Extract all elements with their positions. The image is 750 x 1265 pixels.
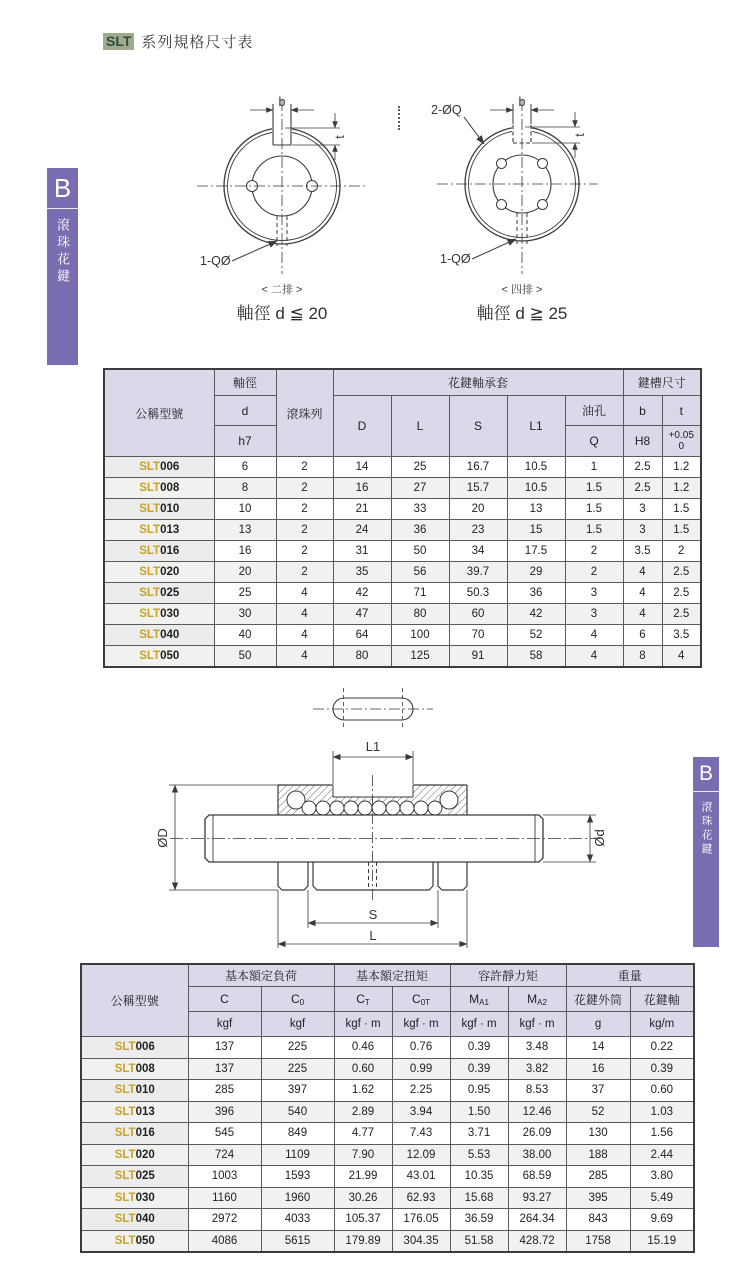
centerline-mark [398,106,400,130]
value-cell: 13 [214,520,276,541]
value-cell: 4 [276,604,333,625]
value-cell: 2972 [188,1209,261,1231]
value-cell: 4.77 [334,1123,392,1145]
value-cell: 100 [391,625,449,646]
value-cell: 843 [566,1209,630,1231]
model-cell: SLT040 [81,1209,188,1231]
value-cell: 0.60 [630,1080,694,1102]
col-header-shaft-weight: 花鍵軸 [630,987,694,1012]
unit-cell: kg/m [630,1012,694,1037]
value-cell: 15 [507,520,565,541]
table-row [104,541,701,562]
table-row [81,1230,694,1252]
dim-label-t: t [573,133,587,137]
model-cell: SLT013 [81,1101,188,1123]
value-cell: 225 [261,1058,334,1080]
value-cell: 1758 [566,1230,630,1252]
value-cell: 724 [188,1144,261,1166]
value-cell: 0.95 [450,1080,508,1102]
value-cell: 60 [449,604,507,625]
value-cell: 4 [623,604,662,625]
value-cell: 8.53 [508,1080,566,1102]
value-cell: 2 [276,562,333,583]
value-cell: 35 [333,562,391,583]
dim-label-S: S [368,907,378,922]
sidebar-tab-left [47,168,78,365]
model-cell: SLT025 [81,1166,188,1188]
col-group-load: 基本額定負荷 [188,964,334,987]
value-cell: 4 [565,646,623,668]
value-cell: 1.62 [334,1080,392,1102]
value-cell: 52 [566,1101,630,1123]
figure-caption: < 四排 > [501,284,543,296]
col-header-C: C [188,987,261,1012]
sidebar-tab-right [693,757,719,947]
dim-label-b: b [518,95,526,109]
value-cell: 42 [333,583,391,604]
col-header-C0T: $C_{0T}$ [392,987,450,1012]
value-cell: 24 [333,520,391,541]
value-cell: 396 [188,1101,261,1123]
section-label: 滾珠花鍵 [700,801,712,857]
value-cell: 29 [507,562,565,583]
value-cell: 4 [565,625,623,646]
value-cell: 849 [261,1123,334,1145]
value-cell: 105.37 [334,1209,392,1231]
series-badge: SLT [103,33,134,50]
unit-cell: kgf · m [334,1012,392,1037]
col-header-shaft-dia: 軸徑 [214,369,276,396]
col-header-Q: Q [565,426,623,457]
value-cell: 50 [391,541,449,562]
model-cell: SLT010 [81,1080,188,1102]
value-cell: 2 [276,478,333,499]
page-title-text: 系列規格尺寸表 [141,34,254,51]
value-cell: 47 [333,604,391,625]
model-cell: SLT030 [104,604,214,625]
value-cell: 1.2 [662,478,701,499]
hole-label: 1-QØ [440,252,471,266]
model-cell: SLT010 [104,499,214,520]
col-header-D: D [333,396,391,457]
value-cell: 1.5 [662,520,701,541]
value-cell: 62.93 [392,1187,450,1209]
value-cell: 34 [449,541,507,562]
unit-cell: kgf · m [392,1012,450,1037]
unit-cell: kgf [261,1012,334,1037]
value-cell: 26.09 [508,1123,566,1145]
table-row [104,604,701,625]
value-cell: 2.5 [623,457,662,478]
dim-label-L1: L1 [365,739,381,754]
value-cell: 0.60 [334,1058,392,1080]
value-cell: 2.5 [662,562,701,583]
value-cell: 1.56 [630,1123,694,1145]
value-cell: 13 [507,499,565,520]
value-cell: 0.99 [392,1058,450,1080]
dim-label-OD: ØD [155,828,170,848]
value-cell: 10.35 [450,1166,508,1188]
value-cell: 31 [333,541,391,562]
value-cell: 50.3 [449,583,507,604]
value-cell: 68.59 [508,1166,566,1188]
value-cell: 2 [276,520,333,541]
value-cell: 5.49 [630,1187,694,1209]
value-cell: 3 [623,499,662,520]
value-cell: 15.7 [449,478,507,499]
value-cell: 43.01 [392,1166,450,1188]
value-cell: 3.80 [630,1166,694,1188]
figure-two-row [192,84,372,280]
col-header-MA2: $M_{A2}$ [508,987,566,1012]
value-cell: 2.89 [334,1101,392,1123]
value-cell: 7.90 [334,1144,392,1166]
value-cell: 5615 [261,1230,334,1252]
value-cell: 16.7 [449,457,507,478]
value-cell: 1.03 [630,1101,694,1123]
value-cell: 2 [565,562,623,583]
value-cell: 179.89 [334,1230,392,1252]
table-row [81,1101,694,1123]
col-group-weight: 重量 [566,964,694,987]
value-cell: 16 [333,478,391,499]
value-cell: 8 [214,478,276,499]
col-header-S: S [449,396,507,457]
value-cell: 0.39 [450,1037,508,1059]
value-cell: 3.48 [508,1037,566,1059]
col-header-oil-hole: 油孔 [565,396,623,426]
value-cell: 14 [333,457,391,478]
section-letter: B [47,168,78,209]
unit-cell: g [566,1012,630,1037]
value-cell: 52 [507,625,565,646]
value-cell: 80 [333,646,391,668]
figure-section [155,683,610,951]
dim-label-t: t [333,135,347,139]
value-cell: 285 [188,1080,261,1102]
col-header-d: d [214,396,276,426]
value-cell: 1.5 [565,499,623,520]
model-cell: SLT020 [81,1144,188,1166]
col-header-L1: L1 [507,396,565,457]
table-row [81,1209,694,1231]
value-cell: 6 [214,457,276,478]
dim-label-Od: Ød [592,829,607,847]
table-row [104,457,701,478]
value-cell: 21 [333,499,391,520]
col-header-t: t [662,396,701,426]
model-cell: SLT008 [81,1058,188,1080]
model-cell: SLT013 [104,520,214,541]
table-row [81,1058,694,1080]
value-cell: 285 [566,1166,630,1188]
value-cell: 8 [623,646,662,668]
value-cell: 91 [449,646,507,668]
value-cell: 36 [391,520,449,541]
unit-cell: kgf · m [508,1012,566,1037]
value-cell: 2.25 [392,1080,450,1102]
model-cell: SLT016 [81,1123,188,1145]
value-cell: 40 [214,625,276,646]
value-cell: 1.5 [662,499,701,520]
table-row [81,1123,694,1145]
value-cell: 0.22 [630,1037,694,1059]
value-cell: 38.00 [508,1144,566,1166]
model-cell: SLT020 [104,562,214,583]
table-row [104,646,701,668]
col-header-t-tol: +0.05 0 [662,426,701,457]
col-header-H8: H8 [623,426,662,457]
value-cell: 540 [261,1101,334,1123]
model-cell: SLT040 [104,625,214,646]
value-cell: 3.71 [450,1123,508,1145]
rating-table [80,963,695,1253]
value-cell: 33 [391,499,449,520]
unit-cell: kgf · m [450,1012,508,1037]
value-cell: 0.39 [450,1058,508,1080]
value-cell: 15.68 [450,1187,508,1209]
section-label: 滾珠花鍵 [55,218,70,286]
value-cell: 2.44 [630,1144,694,1166]
value-cell: 137 [188,1037,261,1059]
value-cell: 17.5 [507,541,565,562]
table-row [104,583,701,604]
value-cell: 56 [391,562,449,583]
table-row [104,625,701,646]
value-cell: 14 [566,1037,630,1059]
value-cell: 3 [623,520,662,541]
value-cell: 125 [391,646,449,668]
value-cell: 395 [566,1187,630,1209]
value-cell: 36.59 [450,1209,508,1231]
value-cell: 4 [276,646,333,668]
value-cell: 176.05 [392,1209,450,1231]
value-cell: 6 [623,625,662,646]
col-group-keyway: 鍵槽尺寸 [623,369,701,396]
model-cell: SLT016 [104,541,214,562]
value-cell: 1003 [188,1166,261,1188]
value-cell: 2.5 [662,583,701,604]
table-row [104,499,701,520]
col-header-b: b [623,396,662,426]
model-cell: SLT050 [104,646,214,668]
figure-subtitle: 軸徑 d ≦ 20 [236,304,328,323]
col-header-L: L [391,396,449,457]
value-cell: 4 [276,625,333,646]
col-group-moment: 容許靜力矩 [450,964,566,987]
value-cell: 188 [566,1144,630,1166]
value-cell: 7.43 [392,1123,450,1145]
value-cell: 1160 [188,1187,261,1209]
header-row [81,964,694,987]
value-cell: 12.46 [508,1101,566,1123]
hole-label: 1-QØ [200,254,231,268]
table-row [81,1166,694,1188]
value-cell: 42 [507,604,565,625]
page-title [103,31,253,52]
value-cell: 25 [214,583,276,604]
value-cell: 1960 [261,1187,334,1209]
value-cell: 428.72 [508,1230,566,1252]
value-cell: 1 [565,457,623,478]
col-header-C0: $C_0$ [261,987,334,1012]
value-cell: 1.5 [565,478,623,499]
value-cell: 93.27 [508,1187,566,1209]
model-cell: SLT030 [81,1187,188,1209]
dim-label-b: b [278,95,286,109]
value-cell: 3.94 [392,1101,450,1123]
value-cell: 2 [276,457,333,478]
value-cell: 4033 [261,1209,334,1231]
value-cell: 12.09 [392,1144,450,1166]
value-cell: 3.5 [623,541,662,562]
value-cell: 15.19 [630,1230,694,1252]
value-cell: 4086 [188,1230,261,1252]
value-cell: 21.99 [334,1166,392,1188]
col-header-CT: $C_T$ [334,987,392,1012]
value-cell: 71 [391,583,449,604]
value-cell: 58 [507,646,565,668]
table2-body [81,1037,694,1253]
value-cell: 137 [188,1058,261,1080]
holes2-label: 2-ØQ [431,103,462,117]
header-row [104,369,701,396]
value-cell: 2 [276,499,333,520]
value-cell: 397 [261,1080,334,1102]
table-row [104,478,701,499]
value-cell: 1109 [261,1144,334,1166]
value-cell: 2.5 [623,478,662,499]
value-cell: 50 [214,646,276,668]
model-cell: SLT050 [81,1230,188,1252]
col-header-MA1: $M_{A1}$ [450,987,508,1012]
value-cell: 1.50 [450,1101,508,1123]
value-cell: 70 [449,625,507,646]
value-cell: 4 [623,583,662,604]
value-cell: 23 [449,520,507,541]
value-cell: 10.5 [507,478,565,499]
col-header-model: 公稱型號 [104,369,214,457]
value-cell: 2.5 [662,604,701,625]
table1-body [104,457,701,668]
value-cell: 304.35 [392,1230,450,1252]
value-cell: 9.69 [630,1209,694,1231]
col-header-nut-weight: 花鍵外筒 [566,987,630,1012]
col-header-ball-rows: 滾珠列 [276,369,333,457]
figure-subtitle: 軸徑 d ≧ 25 [476,304,568,323]
value-cell: 3.5 [662,625,701,646]
model-cell: SLT006 [104,457,214,478]
value-cell: 2 [565,541,623,562]
value-cell: 20 [214,562,276,583]
value-cell: 2 [276,541,333,562]
model-cell: SLT008 [104,478,214,499]
value-cell: 4 [276,583,333,604]
section-letter: B [693,757,719,792]
value-cell: 0.39 [630,1058,694,1080]
value-cell: 10 [214,499,276,520]
col-group-nut: 花鍵軸承套 [333,369,623,396]
value-cell: 225 [261,1037,334,1059]
value-cell: 16 [566,1058,630,1080]
model-cell: SLT025 [104,583,214,604]
value-cell: 4 [662,646,701,668]
value-cell: 4 [623,562,662,583]
figure-four-row [430,84,605,280]
dim-label-L: L [369,928,377,943]
table-row [104,562,701,583]
value-cell: 51.58 [450,1230,508,1252]
value-cell: 39.7 [449,562,507,583]
value-cell: 545 [188,1123,261,1145]
value-cell: 30 [214,604,276,625]
value-cell: 25 [391,457,449,478]
value-cell: 37 [566,1080,630,1102]
value-cell: 30.26 [334,1187,392,1209]
value-cell: 0.76 [392,1037,450,1059]
value-cell: 0.46 [334,1037,392,1059]
value-cell: 264.34 [508,1209,566,1231]
value-cell: 10.5 [507,457,565,478]
value-cell: 3 [565,604,623,625]
unit-cell: kgf [188,1012,261,1037]
figure-caption: < 二排 > [261,284,303,296]
value-cell: 36 [507,583,565,604]
table-row [81,1037,694,1059]
value-cell: 64 [333,625,391,646]
value-cell: 130 [566,1123,630,1145]
value-cell: 80 [391,604,449,625]
table-row [81,1080,694,1102]
col-header-h7: h7 [214,426,276,457]
value-cell: 3 [565,583,623,604]
value-cell: 2 [662,541,701,562]
value-cell: 16 [214,541,276,562]
col-group-torque: 基本額定扭矩 [334,964,450,987]
value-cell: 1593 [261,1166,334,1188]
value-cell: 27 [391,478,449,499]
dimension-table [103,368,702,668]
col-header-model: 公稱型號 [81,964,188,1037]
table-row [104,520,701,541]
value-cell: 1.2 [662,457,701,478]
value-cell: 20 [449,499,507,520]
table-row [81,1187,694,1209]
model-cell: SLT006 [81,1037,188,1059]
table-row [81,1144,694,1166]
value-cell: 3.82 [508,1058,566,1080]
value-cell: 5.53 [450,1144,508,1166]
value-cell: 1.5 [565,520,623,541]
